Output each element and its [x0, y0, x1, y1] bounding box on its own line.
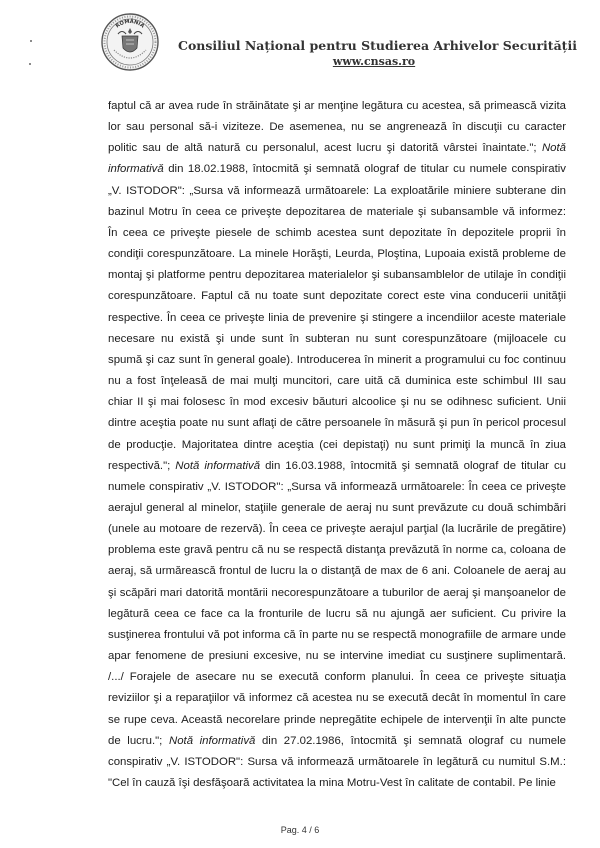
- body-text-line: [108, 646, 566, 667]
- organization-website: www.cnsas.ro: [332, 55, 416, 68]
- body-text-line: [108, 413, 566, 434]
- body-text-line: [108, 477, 566, 498]
- italic-citation: Notă: [541, 142, 566, 155]
- body-text-line: [108, 604, 566, 625]
- body-text-line: [108, 308, 566, 329]
- text-segment: reviziilor şi a reparaţiilor vă informez că acestea nu se execută decât în momentul în care: [108, 692, 566, 705]
- text-segment: respective. În ceea ce priveşte linia de prevenire şi stingere a incendiilor aceste materiale: [108, 311, 566, 324]
- body-text-line: [108, 688, 566, 709]
- text-segment: se rupe ceva. Această necorelare prinde nepregătite echipele de intervenţii în alte puncte: [108, 713, 566, 726]
- body-text-line: [108, 265, 566, 286]
- text-segment: susţinerea frontului vă pot informa că în parte nu se respectă monografiile de armare unde: [108, 628, 566, 641]
- text-segment: problema este gravă pentru că nu se respectă distanţa prevăzută în norme ca, coloana de: [108, 544, 566, 557]
- text-segment: faptul că ar avea rude în străinătate şi ar menţine legătura cu acestea, să primească vizita: [108, 100, 566, 112]
- text-segment: corespunzătoare. Faptul că nu toate sunt depozitate corect este vina conducerii unităţii: [108, 290, 566, 303]
- text-segment: din 27.02.1986, întocmită şi semnată olograf cu numele: [255, 734, 566, 747]
- text-segment: lor sau personal să-i viziteze. De asemenea, nu se angrenează în discuţii cu caracter: [108, 121, 566, 134]
- text-segment: legătură ceea ce face ca la fronturile de lucru să nu ajungă aer suficient. Cu privire la: [108, 607, 566, 620]
- text-segment: „V. ISTODOR": „Sursa vă informează următoarele: La exploatările miniere subterane din: [108, 184, 566, 197]
- italic-citation: Notă informativă: [175, 459, 261, 472]
- body-text-line: [108, 752, 566, 773]
- text-segment: "Cel în cauză îşi desfăşoară activitatea la mina Motru-Vest în calitate de contabil. Pe linie: [108, 777, 556, 789]
- document-header: [100, 12, 577, 74]
- text-segment: În ceea ce priveşte piesele de schimb acestea sunt depozitate în depozitele proprii în: [108, 226, 566, 239]
- text-segment: necesare nu există şi unde sunt în subteran nu sunt corespunzătoare (mijloacele cu: [108, 332, 566, 345]
- page-number: Pag. 4 / 6: [280, 825, 320, 835]
- body-text-line: [108, 329, 566, 350]
- body-text-line: [108, 710, 566, 731]
- body-text-line: [108, 202, 566, 223]
- body-text-line: [108, 519, 566, 540]
- text-segment: aeraj, să urmărească frontul de lucru la o distanţă de max de 6 ani. Coloanele de aeraj au: [108, 565, 566, 578]
- text-segment: şi scăpări mari datorită montării necorespunzătoare a tuburilor de aeraj şi manşoanelor de: [108, 586, 566, 599]
- body-text-line: [108, 138, 566, 159]
- body-text-line: [108, 540, 566, 561]
- body-text-line: [108, 583, 566, 604]
- body-text-line: [108, 456, 566, 477]
- text-segment: condiţii corespunzătoare. La minele Horăşti, Leurda, Ploştina, Lupoaia există probleme de: [108, 248, 566, 261]
- body-text-line: [108, 498, 566, 519]
- body-text-line: [108, 350, 566, 371]
- italic-citation: informativă: [108, 163, 164, 176]
- body-text-line: [108, 159, 566, 180]
- body-text-line: [108, 667, 566, 688]
- body-text-line: [108, 625, 566, 646]
- text-segment: numele conspirativ „V. ISTODOR": „Sursa vă informează următoarele: În ceea ce priveşte: [108, 480, 566, 493]
- text-segment: politic sau de altă natură cu personalul, acest lucru şi datorită vârstei înaintate.";: [108, 142, 542, 155]
- text-segment: chiar II şi mai folosesc în mod excesiv băuturi alcoolice şi nu se odihnesc suficient. Unii: [108, 396, 566, 409]
- body-text-line: [108, 181, 566, 202]
- text-segment: din 16.03.1988, întocmită şi semnată olograf de titular cu: [260, 459, 566, 472]
- text-segment: nu a fost înţeleasă de mai mulţi muncitori, care uită că duminica este schimbul III sau: [108, 375, 566, 388]
- organization-name: Consiliul Național pentru Studierea Arhivelor Securității: [178, 38, 577, 53]
- italic-citation: Notă informativă: [168, 734, 256, 747]
- body-text-line: [108, 392, 566, 413]
- text-segment: apar fenomene de presiuni excesive, nu se intervine imediat cu susţinere suplimentară.: [108, 650, 566, 663]
- body-text-line: [108, 286, 566, 307]
- body-text-line: [108, 435, 566, 456]
- body-text-line: [108, 371, 566, 392]
- body-text-line: [108, 731, 566, 752]
- cnsas-seal-icon: [100, 12, 160, 72]
- text-segment: de lucru.";: [108, 734, 169, 747]
- text-segment: montaj şi platforme pentru depozitarea materialelor şi subansamblelor de utilaje în condiţii: [108, 269, 566, 282]
- seal-text: ROMÂNIA: [114, 18, 146, 30]
- text-segment: /.../ Forajele de asecare nu se execută conform planului. În ceea ce priveşte situaţia: [108, 671, 566, 684]
- text-segment: respectivă.";: [108, 459, 176, 472]
- scan-speck: [30, 40, 32, 42]
- body-text-line: [108, 561, 566, 582]
- text-segment: bazinul Motru în ceea ce priveşte depozitarea de materiale şi subansamble vă informez:: [108, 205, 566, 218]
- body-text-line: [108, 773, 566, 794]
- text-segment: dintre aceştia poate nu sunt aflaţi de către persoanele în măsură şi pun în pericol procesul: [108, 417, 566, 430]
- body-text-line: [108, 244, 566, 265]
- text-segment: spumă şi caz sunt în general goale). Introducerea în minerit a programului cu foc continuu: [108, 353, 566, 366]
- text-segment: (unele au motoare de rezervă). În ceea ce priveşte aerajul parţial (la lucrările de pregătire): [108, 523, 566, 536]
- scan-speck: [29, 63, 31, 65]
- text-segment: din 18.02.1988, întocmită şi semnată olograf de titular cu numele conspirativ: [163, 163, 566, 176]
- text-segment: conspirativ „V. ISTODOR": Sursa vă informează următoarele în legătură cu numitul S.M.:: [108, 755, 566, 768]
- body-text-line: [108, 223, 566, 244]
- body-text-line: [108, 117, 566, 138]
- text-segment: aerajul general al minelor, staţiile generale de aeraj nu sunt prevăzute cu două schimbări: [108, 501, 566, 514]
- text-segment: de producţie. Majoritatea dintre aceştia (cei depistaţi) nu sunt primiţi la muncă în ziua: [108, 438, 566, 451]
- body-text-line: [108, 96, 566, 117]
- document-body: [108, 96, 566, 794]
